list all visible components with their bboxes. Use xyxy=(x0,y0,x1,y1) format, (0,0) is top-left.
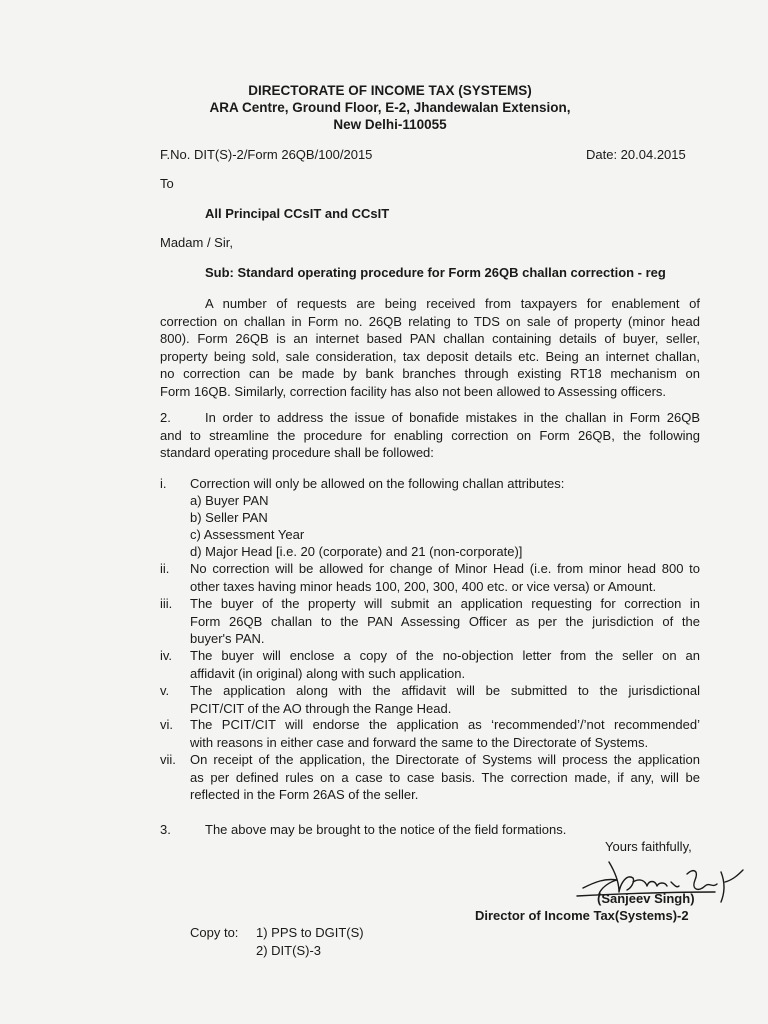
list-item-line: Form 26QB challan to the PAN Assessing Officer as per the jurisdiction of the xyxy=(190,613,700,629)
list-item-line: On receipt of the application, the Directorate of Systems will process the application xyxy=(190,752,700,767)
to-label: To xyxy=(160,176,174,191)
list-item-iii xyxy=(160,595,700,648)
list-item-number: i. xyxy=(160,476,167,491)
list-item-line: buyer's PAN. xyxy=(190,631,265,646)
list-item-vi xyxy=(160,716,700,751)
paragraph-line: A number of requests are being received from taxpayers for enablement of xyxy=(205,296,700,311)
signatory-name: (Sanjeev Singh) xyxy=(597,891,695,906)
paragraph-line: property being sold, sale consideration, tax deposit details etc. Being an internet challan, xyxy=(160,348,700,364)
salutation: Madam / Sir, xyxy=(160,235,233,250)
paragraph-line: standard operating procedure shall be followed: xyxy=(160,445,434,460)
paragraph-line: no correction can be made by bank branches through existing RT18 mechanism on xyxy=(160,366,700,381)
closing: Yours faithfully, xyxy=(605,839,692,854)
list-item-line: PCIT/CIT of the AO through the Range Head. xyxy=(190,700,452,716)
list-item-line: No correction will be allowed for change of Minor Head (i.e. from minor head 800 to xyxy=(190,561,700,576)
letterhead-line-3: New Delhi-110055 xyxy=(333,117,447,132)
list-item-line: The PCIT/CIT will endorse the application as ‘recommended’/’not recommended’ xyxy=(190,717,700,732)
list-item-iv xyxy=(160,647,700,682)
list-item-line: as per defined rules on a case to case basis. The correction made, if any, will be xyxy=(190,769,700,785)
attribute-item: d) Major Head [i.e. 20 (corporate) and 21 (non-corporate)] xyxy=(190,544,523,559)
copy-to-label: Copy to: xyxy=(190,925,239,940)
list-item-vii xyxy=(160,751,700,804)
paragraph-1 xyxy=(160,295,700,400)
list-item-number: vi. xyxy=(160,717,173,732)
list-item-line: Correction will only be allowed on the following challan attributes: xyxy=(190,476,565,491)
signatory-designation: Director of Income Tax(Systems)-2 xyxy=(475,908,689,923)
copy-to-item: 1) PPS to DGIT(S) xyxy=(256,925,364,940)
paragraph-line: In order to address the issue of bonafide mistakes in the challan in Form 26QB xyxy=(205,410,700,425)
list-item-line: The buyer will enclose a copy of the no-objection letter from the seller on an xyxy=(190,648,700,663)
paragraph-3: The above may be brought to the notice of the field formations. xyxy=(205,822,567,837)
list-item-line: reflected in the Form 26AS of the seller. xyxy=(190,787,419,802)
paragraph-number: 2. xyxy=(160,410,171,425)
list-item-line: affidavit (in original) along with such application. xyxy=(190,665,466,681)
letter-date: Date: 20.04.2015 xyxy=(586,147,686,162)
paragraph-2 xyxy=(160,409,700,462)
list-item-line: The buyer of the property will submit an application requesting for correction in xyxy=(190,596,700,611)
list-item-v xyxy=(160,682,700,717)
list-item-line: other taxes having minor heads 100, 200, 300, 400 etc. or vice versa) or Amount. xyxy=(190,578,657,594)
file-number: F.No. DIT(S)-2/Form 26QB/100/2015 xyxy=(160,147,373,162)
list-item-i xyxy=(160,475,700,493)
letterhead-line-2: ARA Centre, Ground Floor, E-2, Jhandewalan Extension, xyxy=(209,100,571,115)
list-item-line: with reasons in either case and forward the same to the Directorate of Systems. xyxy=(190,734,649,750)
paragraph-line: correction on challan in Form no. 26QB relating to TDS on sale of property (minor head xyxy=(160,313,700,329)
list-item-number: iii. xyxy=(160,596,173,611)
attribute-item: a) Buyer PAN xyxy=(190,493,269,508)
addressee: All Principal CCsIT and CCsIT xyxy=(205,206,390,221)
attribute-item: b) Seller PAN xyxy=(190,510,268,525)
list-item-number: ii. xyxy=(160,561,170,576)
list-item-number: iv. xyxy=(160,648,173,663)
paragraph-line: and to streamline the procedure for enabling correction on Form 26QB, the following xyxy=(160,427,700,443)
paragraph-line: Form 16QB. Similarly, correction facility has also not been allowed to Assessing officers. xyxy=(160,383,667,399)
list-item-ii xyxy=(160,560,700,595)
attribute-item: c) Assessment Year xyxy=(190,527,305,542)
list-item-number: vii. xyxy=(160,752,176,767)
list-item-line: The application along with the affidavit will be submitted to the jurisdictional xyxy=(190,683,700,698)
letterhead-line-1: DIRECTORATE OF INCOME TAX (SYSTEMS) xyxy=(248,83,532,98)
paragraph-3-number: 3. xyxy=(160,822,171,837)
subject-line: Sub: Standard operating procedure for Form 26QB challan correction - reg xyxy=(205,265,666,280)
copy-to-item: 2) DIT(S)-3 xyxy=(256,943,321,958)
list-item-number: v. xyxy=(160,683,170,698)
paragraph-line: 800). Form 26QB is an internet based PAN challan containing details of buyer, seller, xyxy=(160,331,700,346)
